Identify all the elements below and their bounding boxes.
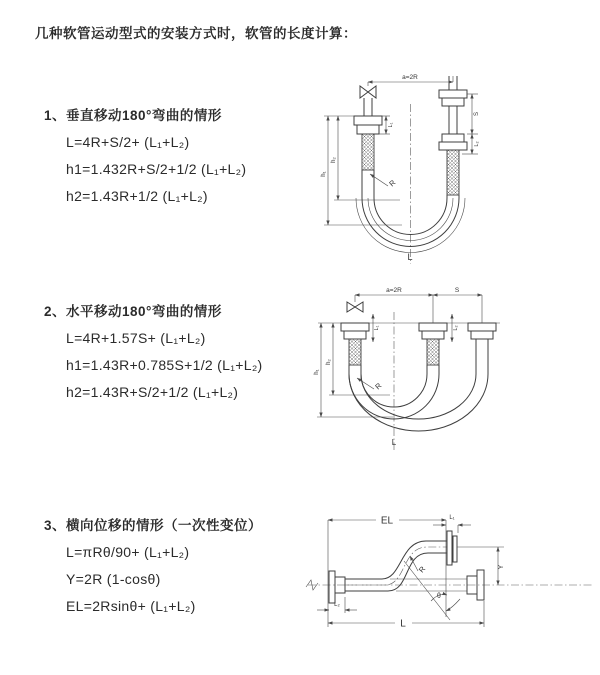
dimension-s bbox=[433, 287, 482, 323]
valve-icon bbox=[360, 86, 376, 98]
l1-label: L₁ bbox=[449, 515, 455, 521]
section-1-heading: 1、垂直移动180°弯曲的情形 bbox=[44, 108, 222, 123]
section-vertical-movement bbox=[44, 102, 246, 210]
right-end-fitting bbox=[439, 76, 467, 195]
shifted-end-fitting bbox=[468, 323, 496, 374]
a2r-label: a=2R bbox=[386, 287, 402, 294]
dimension-a2r bbox=[368, 74, 453, 86]
left-end-fitting bbox=[341, 323, 369, 374]
displaced-end-flange bbox=[447, 531, 457, 565]
h1-label: h₁ bbox=[321, 171, 327, 177]
hose-u-bends bbox=[349, 374, 488, 431]
l-label: L bbox=[400, 618, 406, 630]
l1-label: L₁ bbox=[374, 325, 380, 331]
diagram-vertical-180-bend bbox=[312, 70, 522, 268]
dimension-l2 bbox=[462, 134, 480, 154]
formula-h1: h1=1.43R+0.785S+1/2 (L₁+L₂) bbox=[66, 357, 263, 373]
break-mark bbox=[306, 580, 318, 590]
formula-el: EL=2Rsinθ+ (L₁+L₂) bbox=[66, 598, 196, 614]
angle-theta bbox=[431, 593, 460, 611]
dimension-s bbox=[467, 94, 480, 134]
left-end-fitting bbox=[329, 571, 345, 603]
theta-label: θ bbox=[437, 593, 441, 600]
hose-s-curve bbox=[345, 541, 447, 591]
l2-label: L₂ bbox=[334, 602, 340, 608]
l-label: L bbox=[407, 252, 413, 262]
formula-h1: h1=1.432R+S/2+1/2 (L₁+L₂) bbox=[66, 161, 247, 177]
diagram-horizontal-180-bend bbox=[310, 282, 600, 462]
dimension-l2 bbox=[317, 597, 357, 613]
dimension-h1 bbox=[314, 323, 393, 417]
valve-icon bbox=[347, 302, 363, 312]
dimension-l bbox=[328, 601, 484, 630]
formula-length: L=4R+1.57S+ (L₁+L₂) bbox=[66, 330, 206, 346]
r-label: R bbox=[387, 177, 398, 189]
h2-label: h₂ bbox=[331, 157, 337, 163]
el-label: EL bbox=[380, 515, 394, 527]
formula-h2: h2=1.43R+1/2 (L₁+L₂) bbox=[66, 188, 208, 204]
r-label: R bbox=[416, 564, 428, 575]
dimension-l1 bbox=[373, 314, 380, 342]
h1-label: h₁ bbox=[314, 369, 320, 375]
middle-end-fitting bbox=[419, 323, 447, 374]
r-label: R bbox=[373, 380, 384, 392]
formula-y: Y=2R (1-cosθ) bbox=[66, 571, 161, 587]
h2-label: h₂ bbox=[326, 359, 332, 365]
a2r-label: a=2R bbox=[402, 74, 418, 81]
s-label: S bbox=[474, 111, 480, 117]
l1-label: L₁ bbox=[388, 122, 394, 128]
l-label: L bbox=[391, 438, 397, 447]
dimension-l2 bbox=[452, 314, 459, 342]
section-3-heading: 3、横向位移的情形（一次性变位） bbox=[44, 518, 263, 533]
section-2-heading: 2、水平移动180°弯曲的情形 bbox=[44, 304, 222, 319]
section-lateral-displacement bbox=[44, 512, 262, 620]
diagram-lateral-displacement bbox=[300, 505, 600, 653]
s-label: S bbox=[454, 287, 460, 294]
l2-label: L₂ bbox=[474, 141, 480, 147]
formula-length: L=πRθ/90+ (L₁+L₂) bbox=[66, 544, 190, 560]
left-end-fitting bbox=[354, 98, 382, 170]
page-title: 几种软管运动型式的安装方式时，软管的长度计算： bbox=[35, 26, 357, 41]
dimension-l1 bbox=[433, 515, 471, 533]
y-label: Y bbox=[498, 564, 505, 570]
formula-length: L=4R+S/2+ (L₁+L₂) bbox=[66, 134, 190, 150]
section-horizontal-movement bbox=[44, 298, 263, 406]
formula-h2: h2=1.43R+S/2+1/2 (L₁+L₂) bbox=[66, 384, 239, 400]
l2-label: L₂ bbox=[453, 325, 459, 331]
